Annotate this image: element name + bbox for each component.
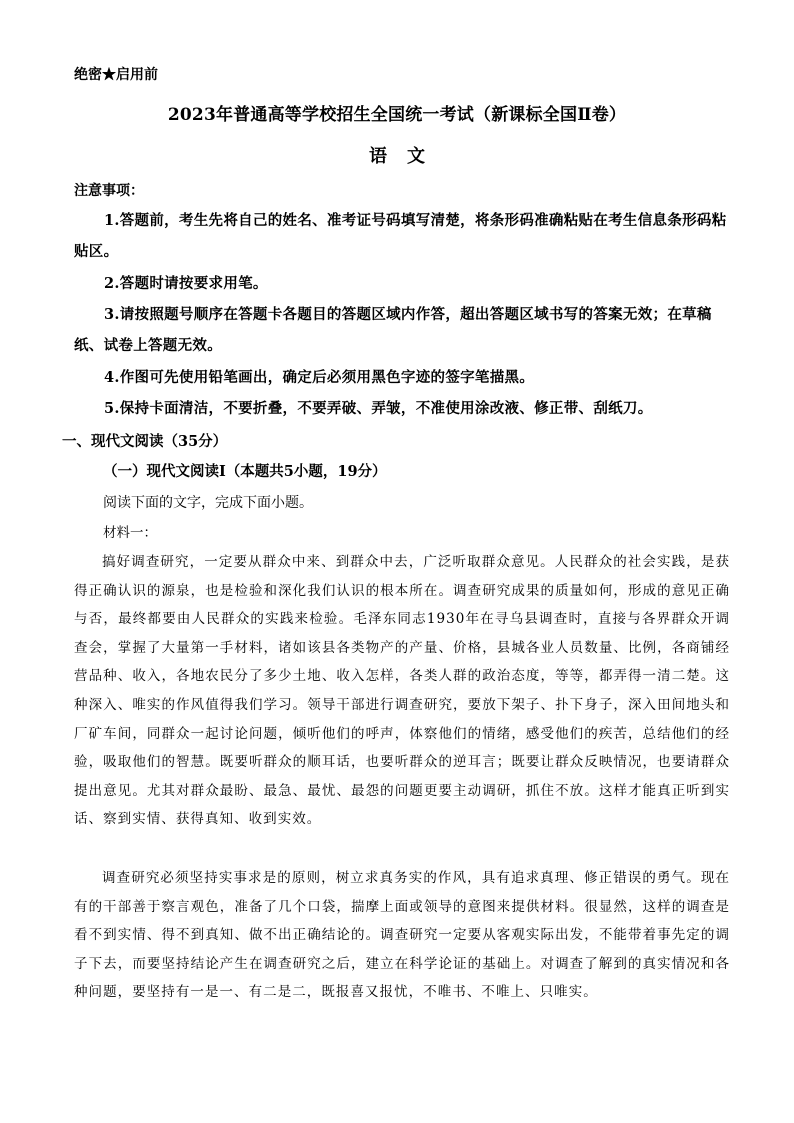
reading-instruction: 阅读下面的文字，完成下面小题。 [103,495,313,511]
material-label: 材料一： [103,525,157,541]
notice-item: 1.答题前，考生先将自己的姓名、准考证号码填写清楚，将条形码准确粘贴在考生信息条形码粘贴区。 [74,212,727,260]
subject-title: 语文 [369,146,445,167]
section-subtitle: （一）现代文阅读Ⅰ（本题共5小题，19分） [103,463,387,480]
passage-paragraph: 搞好调查研究，一定要从群众中来、到群众中去，广泛听取群众意见。人民群众的社会实践，是获得正确认识的源泉，也是检验和深化我们认识的根本所在。调查研究成果的质量如何，形成的意见正确与否，最终都要由人民群众的实践来检验。毛泽东同志1930年在寻乌县调查时，直接与各界群众开调查会，掌握了大量第一手材料，诸如该县各类物产的产量、价格，县城各业人员数量、比例，各商铺经营品种、收入，各地农民分了多少土地、收入怎样，各类人群的政治态度，等等，都弄得一清二楚。这种深入、唯实的作风值得我们学习。领导干部进行调查研究，要放下架子、扑下身子，深入田间地头和厂矿车间，同群众一起讨论问题，倾听他们的呼声，体察他们的情绪，感受他们的疾苦，总结他们的经验，吸取他们的智慧。既要听群众的顺耳话，也要听群众的逆耳言；既要让群众反映情况，也要请群众提出意见。尤其对群众最盼、最急、最忧、最怨的问题更要主动调研，抓住不放。这样才能真正听到实话、察到实情、获得真知、收到实效。 [74,554,730,828]
passage-paragraph: 调查研究必须坚持实事求是的原则，树立求真务实的作风，具有追求真理、修正错误的勇气。现在有的干部善于察言观色，准备了几个口袋，揣摩上面或领导的意图来提供材料。很显然，这样的调查是看不到实情、得不到真知、做不出正确结论的。调查研究一定要从客观实际出发，不能带着事先定的调子下去，而要坚持结论产生在调查研究之后，建立在科学论证的基础上。对调查了解到的真实情况和各种问题，要坚持有一是一、有二是二，既报喜又报忧，不唯书、不唯上、只唯实。 [74,870,730,1001]
secret-mark: 绝密★启用前 [74,67,158,83]
notice-heading: 注意事项： [74,183,144,199]
exam-title: 2023年普通高等学校招生全国统一考试（新课标全国Ⅱ卷） [167,105,627,125]
notice-item: 3.请按照题号顺序在答题卡各题目的答题区域内作答，超出答题区域书写的答案无效；在草稿纸、试卷上答题无效。 [74,306,712,354]
notice-item: 2.答题时请按要求用笔。 [104,275,268,292]
notice-item: 4.作图可先使用铅笔画出，确定后必须用黑色字迹的签字笔描黑。 [104,369,535,386]
notice-item: 5.保持卡面清洁，不要折叠，不要弄破、弄皱，不准使用涂改液、修正带、刮纸刀。 [104,400,653,417]
section-title: 一、现代文阅读（35分） [62,433,228,450]
